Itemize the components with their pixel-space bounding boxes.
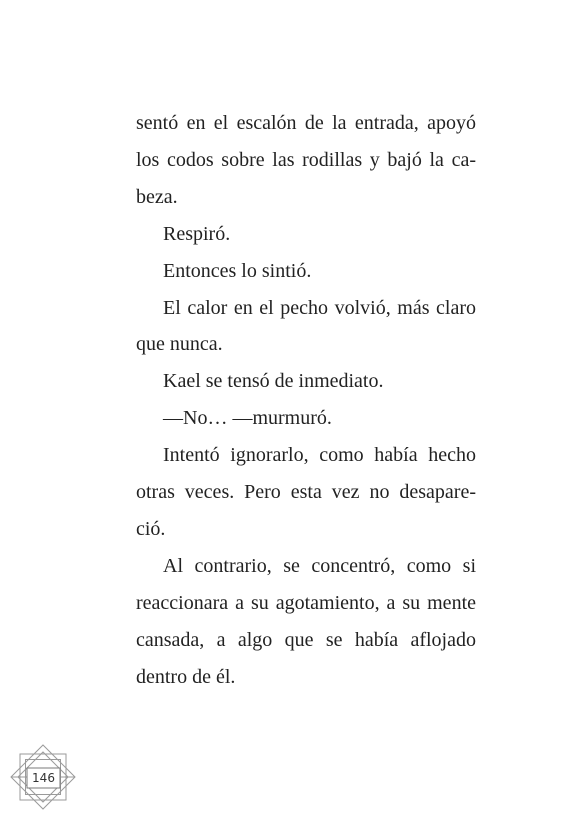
page-number-ornament [8, 742, 78, 812]
text-line: Intentó ignorarlo, como había hecho [163, 444, 476, 467]
paragraph [136, 290, 476, 364]
text-line: cansada, a algo que se había aflojado [136, 628, 476, 651]
text-line: otras veces. Pero esta vez no desapare- [136, 481, 476, 504]
text-line: beza. [136, 185, 178, 208]
paragraph [136, 400, 476, 437]
text-line: que nunca. [136, 333, 223, 356]
paragraph [136, 363, 476, 400]
text-line: El calor en el pecho volvió, más claro [163, 296, 476, 319]
paragraph [136, 216, 476, 253]
page-number: 146 [32, 771, 55, 785]
text-line: sentó en el escalón de la entrada, apoyó [136, 112, 476, 134]
text-line: Al contrario, se concentró, como si [163, 554, 476, 577]
paragraph [136, 253, 476, 290]
paragraph [136, 105, 476, 216]
text-line: Kael se tensó de inmediato. [163, 370, 384, 393]
text-line: reaccionara a su agotamiento, a su mente [136, 591, 476, 614]
paragraph [136, 437, 476, 548]
text-line: los codos sobre las rodillas y bajó la ca- [136, 148, 476, 171]
body-text [136, 105, 476, 696]
text-line: Entonces lo sintió. [163, 259, 312, 282]
text-line: dentro de él. [136, 665, 236, 688]
text-line: ció. [136, 517, 166, 540]
text-line: Respiró. [163, 222, 231, 245]
paragraph [136, 548, 476, 696]
text-line: —No… —murmuró. [163, 407, 332, 430]
